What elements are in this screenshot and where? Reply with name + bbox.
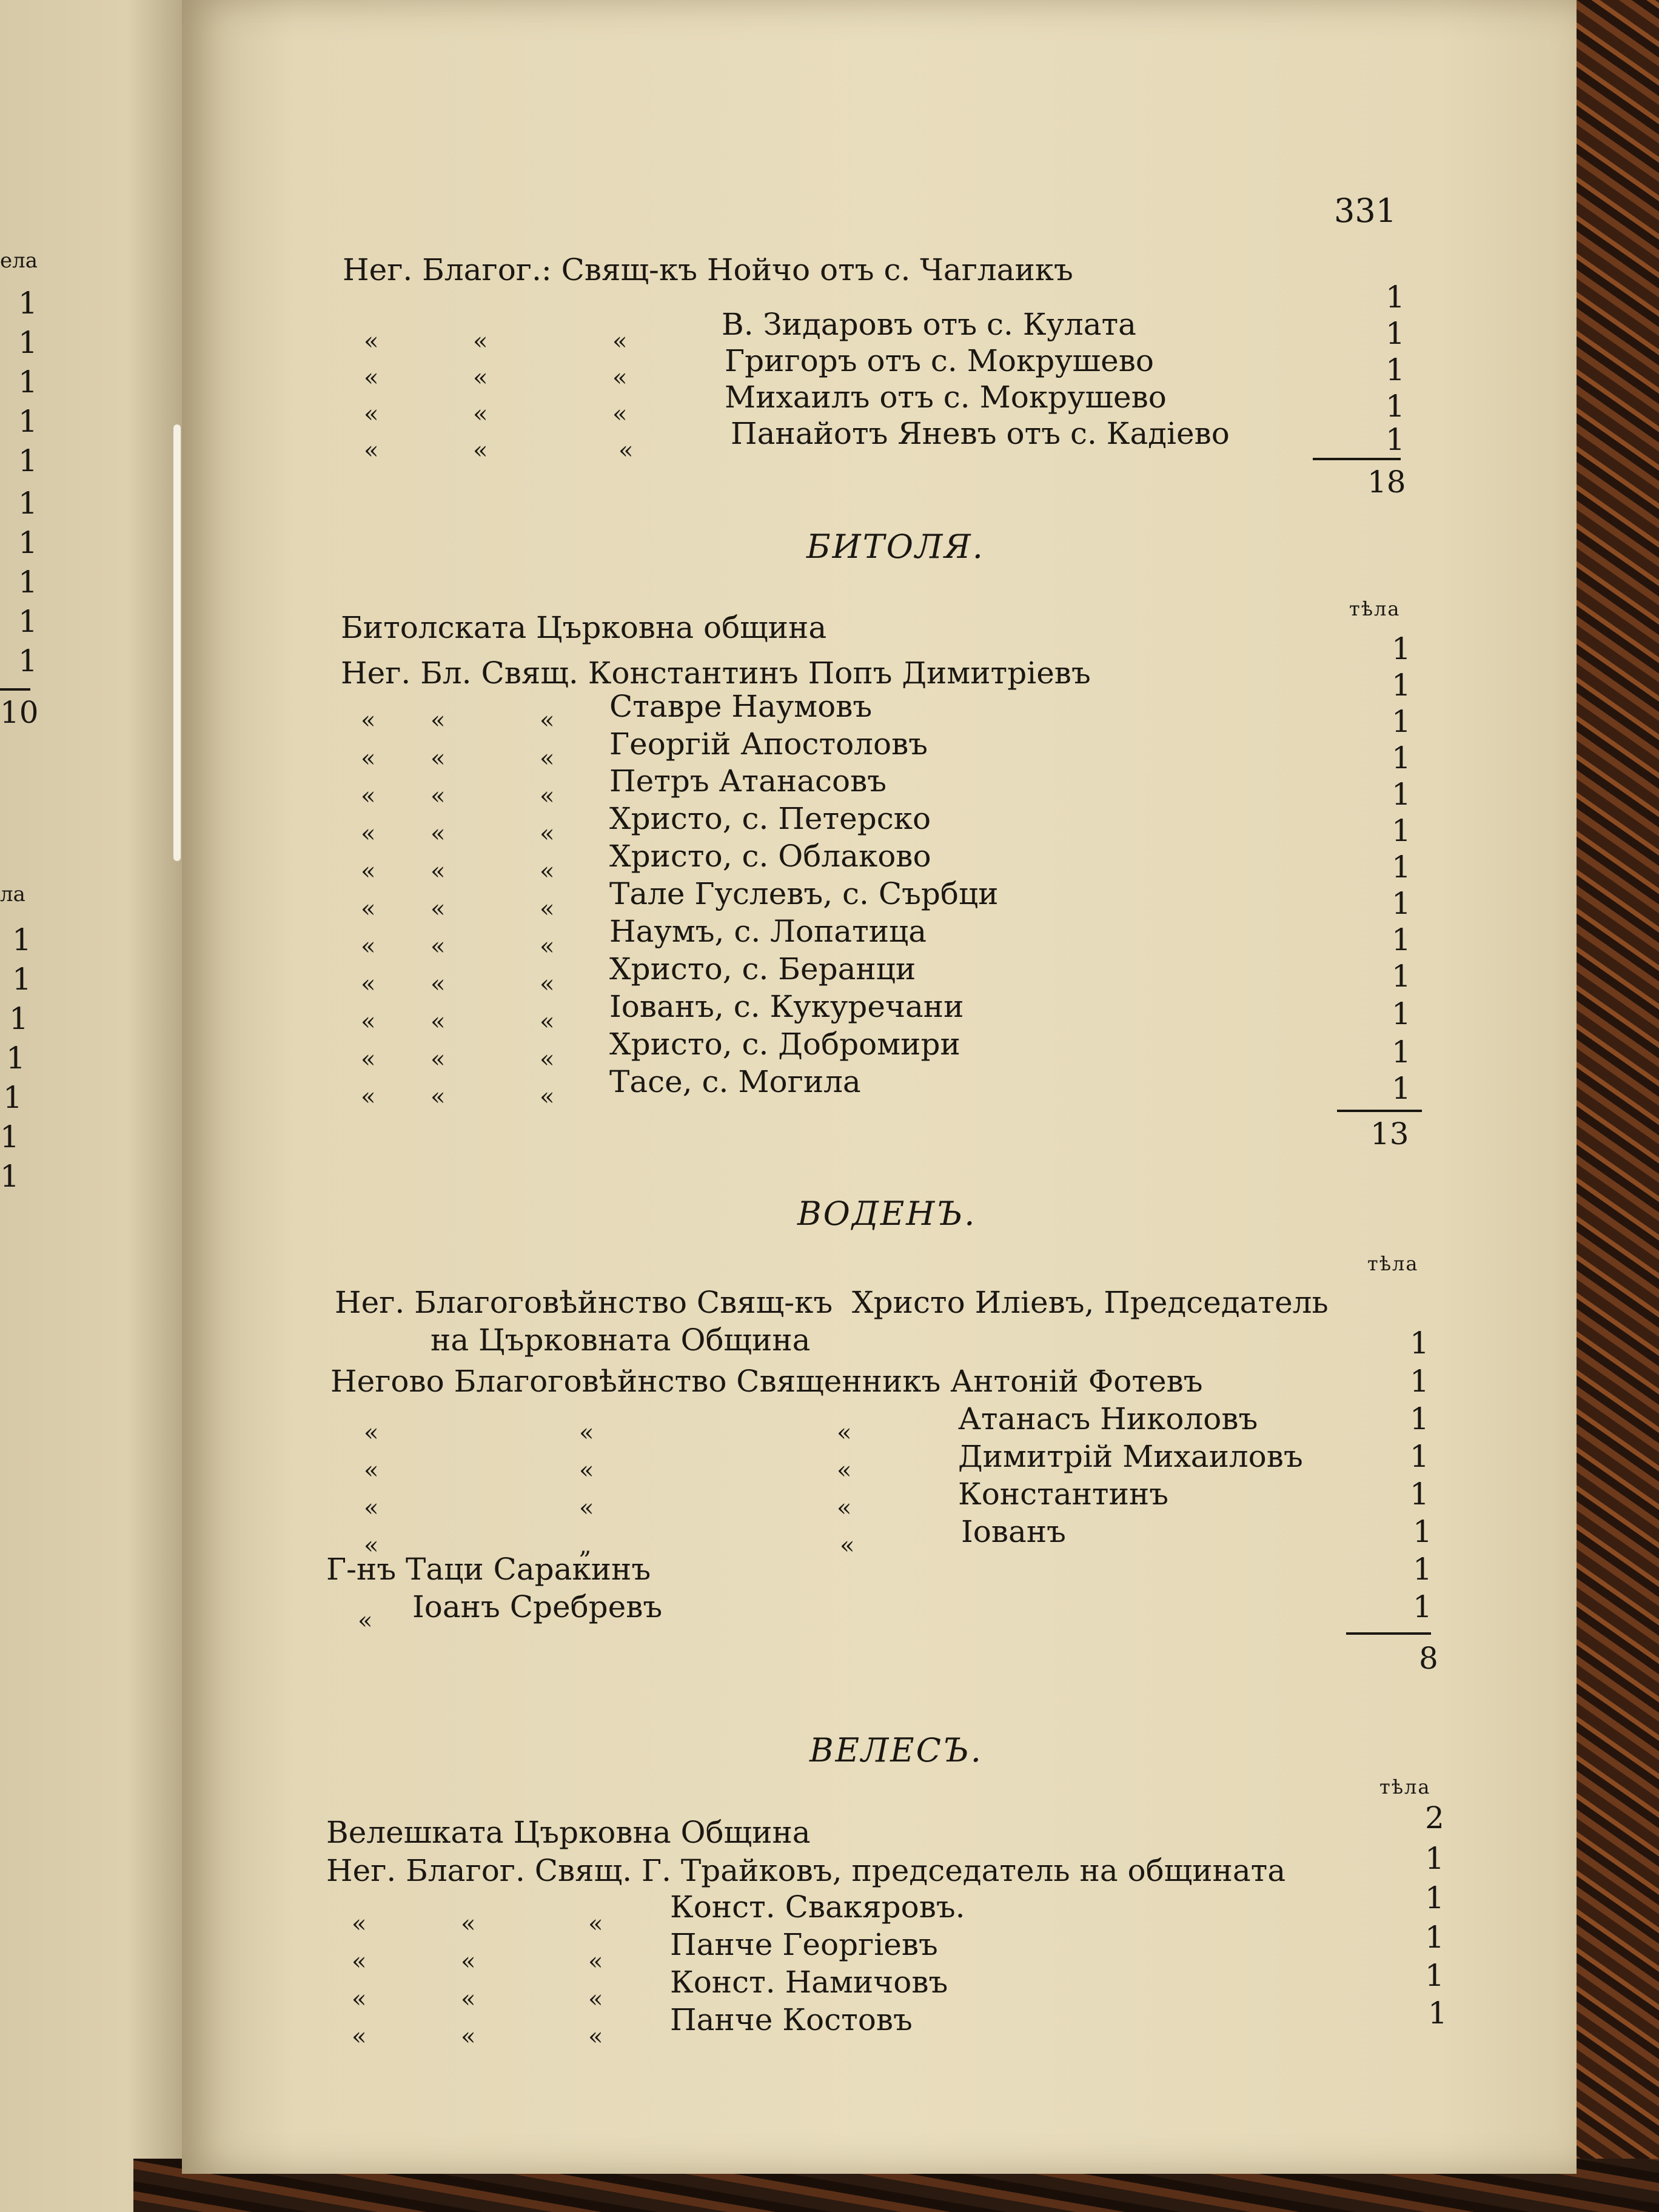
- entry-text: Константинъ: [958, 1476, 1169, 1512]
- entry-text: В. Зидаровъ отъ с. Кулата: [722, 307, 1136, 342]
- left-page-label-bottom: ла: [0, 882, 25, 907]
- entry-text: Христо, с. Облаково: [609, 839, 931, 874]
- quote-mark: «: [364, 437, 379, 464]
- quote-mark: «: [612, 364, 628, 392]
- entry-count: 1: [1392, 1034, 1411, 1070]
- left-page-number: 1: [0, 1119, 19, 1155]
- entry-text: Панайотъ Яневъ отъ с. Кадіево: [731, 416, 1230, 451]
- quote-mark: «: [352, 1948, 367, 1976]
- entry-count: 1: [1392, 704, 1411, 739]
- left-facing-page: [0, 0, 182, 2212]
- left-page-number: 1: [18, 404, 38, 439]
- entry-count: 1: [1386, 280, 1405, 315]
- entry-text: Ставре Наумовъ: [609, 689, 873, 724]
- entry-text: Георгій Апостоловъ: [609, 726, 928, 762]
- entry-count: 2: [1425, 1800, 1444, 1835]
- entry-text: Димитрій Михаиловъ: [958, 1439, 1303, 1474]
- column-label: тѣла: [1379, 1775, 1431, 1798]
- quote-mark: «: [361, 1083, 376, 1111]
- entry-count: 1: [1392, 850, 1411, 885]
- entry-count: 1: [1392, 668, 1411, 703]
- entry-text: Велешката Църковна Община: [326, 1815, 811, 1850]
- entry-text: Петръ Атанасовъ: [609, 763, 887, 799]
- section-total: 18: [1367, 464, 1406, 500]
- quote-mark: «: [461, 1948, 476, 1976]
- quote-mark: «: [579, 1419, 594, 1447]
- entry-count: 1: [1425, 1920, 1444, 1955]
- quote-mark: «: [361, 933, 376, 960]
- quote-mark: «: [361, 782, 376, 810]
- quote-mark: «: [588, 1985, 603, 2013]
- section-total: 8: [1419, 1641, 1438, 1676]
- section-title-veles: ВЕЛЕСЪ.: [809, 1731, 983, 1769]
- quote-mark: «: [361, 857, 376, 885]
- quote-mark: «: [431, 1045, 446, 1073]
- entry-text: Тасе, с. Могила: [609, 1064, 861, 1099]
- entry-count: 1: [1392, 740, 1411, 776]
- entry-text: Нег. Благог. Свящ. Г. Трайковъ, председатель на общината: [326, 1853, 1286, 1888]
- quote-mark: «: [461, 1910, 476, 1938]
- entry-count: 1: [1428, 1996, 1447, 2031]
- entry-text: Михаилъ отъ с. Мокрушево: [725, 380, 1167, 415]
- quote-mark: «: [431, 933, 446, 960]
- quote-mark: «: [473, 400, 488, 428]
- quote-mark: «: [364, 327, 379, 355]
- quote-mark: «: [461, 2023, 476, 2051]
- quote-mark: «: [461, 1985, 476, 2013]
- section-title-voden: ВОДЕНЪ.: [797, 1195, 977, 1233]
- entry-text: Битолската Църковна община: [341, 610, 827, 645]
- quote-mark: «: [364, 1532, 379, 1560]
- left-page-number: 1: [18, 525, 38, 560]
- entry-text: Негово Благоговѣйнство Священникъ Антоній Фотевъ: [330, 1364, 1203, 1399]
- quote-mark: «: [588, 1948, 603, 1976]
- quote-mark: «: [540, 933, 555, 960]
- entry-count: 1: [1425, 1841, 1444, 1876]
- entry-count: 1: [1392, 922, 1411, 957]
- quote-mark: «: [540, 1045, 555, 1073]
- entry-text: Тале Гуслевъ, с. Сърбци: [609, 876, 999, 911]
- left-page-number: 1: [18, 443, 38, 478]
- quote-mark: «: [364, 1494, 379, 1522]
- column-label: тѣла: [1367, 1252, 1419, 1275]
- left-page-total: 10: [0, 695, 39, 730]
- entry-text: Христо, с. Петерско: [609, 801, 931, 836]
- quote-mark: «: [361, 745, 376, 773]
- left-page-number: 1: [18, 286, 38, 321]
- entry-count: 1: [1386, 352, 1405, 387]
- quote-mark: «: [540, 706, 555, 734]
- quote-mark: «: [540, 1083, 555, 1111]
- quote-mark: «: [431, 745, 446, 773]
- quote-mark: «: [579, 1494, 594, 1522]
- quote-mark: «: [837, 1419, 852, 1447]
- quote-mark: «: [840, 1532, 855, 1560]
- quote-mark: «: [352, 1910, 367, 1938]
- entry-count: 1: [1386, 422, 1405, 457]
- entry-count: 1: [1392, 886, 1411, 921]
- entry-count: 1: [1425, 1880, 1444, 1915]
- quote-mark: «: [364, 364, 379, 392]
- quote-mark: «: [431, 820, 446, 848]
- quote-mark: «: [361, 706, 376, 734]
- quote-mark: «: [540, 820, 555, 848]
- left-page-number: 1: [6, 1041, 25, 1076]
- book-cover-edge: [1570, 0, 1659, 2212]
- entry-count: 1: [1410, 1401, 1429, 1436]
- left-page-number: 1: [18, 325, 38, 360]
- entry-text: Григоръ отъ с. Мокрушево: [725, 343, 1155, 378]
- quote-mark: «: [361, 1008, 376, 1036]
- entry-count: 1: [1410, 1439, 1429, 1474]
- entry-count: 1: [1413, 1552, 1432, 1587]
- left-page-number: 1: [3, 1080, 22, 1115]
- left-page-number: 1: [0, 1159, 19, 1194]
- entry-count: 1: [1410, 1326, 1429, 1361]
- entry-text: Іованъ, с. Кукуречани: [609, 989, 964, 1024]
- entry-count: 1: [1386, 389, 1405, 424]
- quote-mark: «: [579, 1456, 594, 1484]
- quote-mark: «: [364, 400, 379, 428]
- entry-count: 1: [1413, 1514, 1432, 1549]
- entry-text: на Църковната Община: [431, 1322, 811, 1358]
- entry-count: 1: [1410, 1364, 1429, 1399]
- quote-mark: «: [540, 745, 555, 773]
- entry-count: 1: [1392, 777, 1411, 812]
- quote-mark: «: [473, 327, 488, 355]
- quote-mark: «: [473, 437, 488, 464]
- quote-mark: «: [364, 1419, 379, 1447]
- quote-mark: «: [352, 2023, 367, 2051]
- left-page-number: 1: [12, 922, 32, 957]
- entry-count: 1: [1392, 1071, 1411, 1106]
- section-total: 13: [1370, 1116, 1409, 1151]
- entry-count: 1: [1410, 1476, 1429, 1512]
- entry-count: 1: [1386, 316, 1405, 351]
- quote-mark: «: [361, 970, 376, 998]
- entry-count: 1: [1392, 631, 1411, 666]
- entry-count: 1: [1413, 1589, 1432, 1624]
- entry-text: Атанасъ Николовъ: [958, 1401, 1258, 1436]
- entry-text: Панче Костовъ: [670, 2002, 913, 2037]
- quote-mark: «: [431, 1008, 446, 1036]
- quote-mark: «: [612, 327, 628, 355]
- quote-mark: «: [540, 970, 555, 998]
- left-page-number: 1: [18, 565, 38, 600]
- entry-text: Конст. Свакяровъ.: [670, 1889, 965, 1925]
- quote-mark: «: [837, 1494, 852, 1522]
- entry-text: Конст. Намичовъ: [670, 1965, 948, 2000]
- quote-mark: «: [540, 857, 555, 885]
- left-page-number: 1: [12, 962, 32, 997]
- total-rule: [1313, 458, 1401, 460]
- bookmark-ribbon: [173, 424, 181, 861]
- quote-mark: «: [588, 2023, 603, 2051]
- left-page-rule: [0, 688, 30, 691]
- quote-mark: «: [540, 782, 555, 810]
- ditto-mark: „: [579, 1532, 592, 1560]
- quote-mark: «: [358, 1607, 373, 1635]
- entry-text: Панче Георгіевъ: [670, 1927, 938, 1962]
- entry-text: Христо, с. Беранци: [609, 951, 916, 987]
- left-page-label-top: ела: [0, 249, 38, 273]
- quote-mark: «: [431, 970, 446, 998]
- quote-mark: «: [361, 895, 376, 923]
- quote-mark: «: [618, 437, 634, 464]
- entry-text: Іованъ: [961, 1514, 1066, 1549]
- quote-mark: «: [352, 1985, 367, 2013]
- left-page-number: 1: [18, 486, 38, 521]
- quote-mark: «: [431, 1083, 446, 1111]
- quote-mark: «: [431, 706, 446, 734]
- quote-mark: «: [612, 400, 628, 428]
- quote-mark: «: [431, 782, 446, 810]
- column-label: тѣла: [1349, 597, 1401, 620]
- quote-mark: «: [588, 1910, 603, 1938]
- page-number: 331: [1334, 192, 1397, 230]
- entry-text: Христо, с. Добромири: [609, 1027, 960, 1062]
- left-page-number: 1: [18, 604, 38, 639]
- quote-mark: «: [473, 364, 488, 392]
- section-title-bitola: БИТОЛЯ.: [806, 528, 985, 566]
- entry-text: Наумъ, с. Лопатица: [609, 914, 927, 949]
- entry-text: Г-нъ Таци Саракинъ: [326, 1552, 651, 1587]
- quote-mark: «: [540, 1008, 555, 1036]
- quote-mark: «: [837, 1456, 852, 1484]
- quote-mark: «: [431, 895, 446, 923]
- quote-mark: «: [361, 820, 376, 848]
- left-page-number: 1: [18, 643, 38, 679]
- entry-text: Нег. Благоговѣйнство Свящ-къ Христо Иліевъ, Председатель: [335, 1285, 1329, 1320]
- total-rule: [1346, 1632, 1431, 1635]
- quote-mark: «: [431, 857, 446, 885]
- entry-count: 1: [1425, 1958, 1444, 1993]
- total-rule: [1337, 1110, 1422, 1112]
- entry-text: Нег. Благог.: Свящ-къ Нойчо отъ с. Чаглаикъ: [343, 252, 1073, 287]
- entry-text: Нег. Бл. Свящ. Константинъ Попъ Димитріевъ: [341, 655, 1091, 691]
- entry-count: 1: [1392, 996, 1411, 1031]
- entry-count: 1: [1392, 813, 1411, 848]
- quote-mark: «: [540, 895, 555, 923]
- book-page: [182, 0, 1577, 2174]
- left-page-number: 1: [9, 1001, 28, 1036]
- entry-count: 1: [1392, 959, 1411, 994]
- entry-text: Іоанъ Сребревъ: [412, 1589, 663, 1624]
- quote-mark: «: [361, 1045, 376, 1073]
- left-page-number: 1: [18, 364, 38, 400]
- quote-mark: «: [364, 1456, 379, 1484]
